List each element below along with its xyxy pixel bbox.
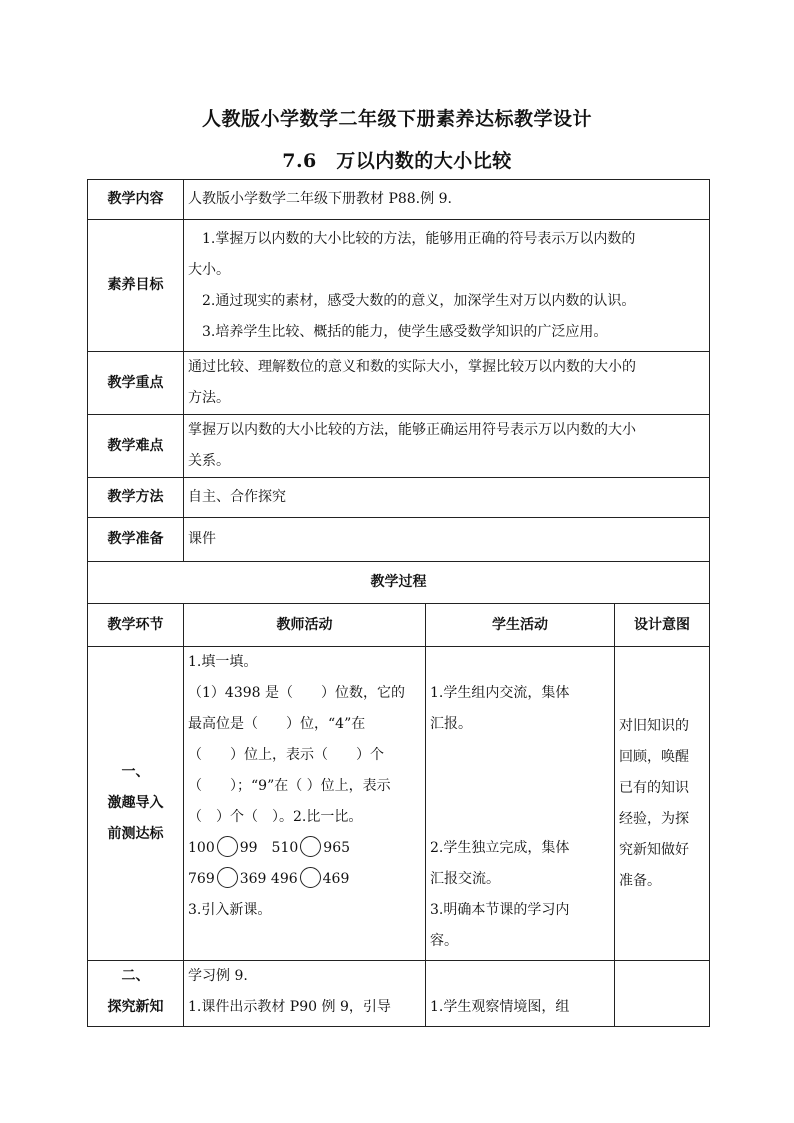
label-method: 教学方法 [88,478,184,518]
text-line: 掌握万以内数的大小比较的方法，能够正确运用符号表示万以内数的大小 [188,422,636,438]
lesson-plan-table [87,179,710,1027]
label-key-points: 教学重点 [88,352,184,415]
col-header-intent: 设计意图 [615,604,710,647]
row-stage-1 [88,647,710,961]
row-preparation [88,518,710,562]
value-preparation: 课件 [184,518,710,562]
text-line: （1）4398 是（ ）位数，它的 [188,685,405,701]
label-goals: 素养目标 [88,220,184,352]
text-line: （ ）个（ ）。2.比一比。 [188,809,363,825]
value-content: 人教版小学数学二年级下册教材 P88.例 9. [184,180,710,220]
process-heading: 教学过程 [88,562,710,604]
stage-name: 激趣导入 [107,795,164,811]
col-header-teacher: 教师活动 [184,604,426,647]
stage-1-label [88,647,184,961]
stage-1-student [426,647,615,961]
number: 369 496 [239,871,298,887]
row-stage-2 [88,961,710,1027]
text-line: 回顾，唤醒 [619,748,689,765]
text-line: 究新知做好 [619,841,689,858]
stage-name: 前测达标 [107,826,164,842]
row-key-points [88,352,710,415]
compare-circle [217,867,238,888]
goal-line: 2.通过现实的素材，感受大数的的意义，加深学生对万以内数的认识。 [202,292,636,309]
text-line: 学习例 9. [188,968,248,984]
number: 769 [188,871,215,887]
text-line: 2.学生独立完成，集体 [430,840,570,856]
text-line: 1.学生观察情境图，组 [430,999,570,1015]
goal-line: 1.掌握万以内数的大小比较的方法，能够用正确的符号表示万以内数的 [202,230,636,247]
text-line: 3.引入新课。 [188,902,272,918]
stage-number: 二、 [121,968,150,984]
compare-line-2 [188,864,421,895]
compare-circle [300,867,321,888]
stage-2-intent [615,961,710,1027]
number: 965 [323,840,351,856]
text-line: 已有的知识 [619,779,689,796]
stage-1-intent [615,647,710,961]
value-key-points [184,352,710,415]
text-line: 3.明确本节课的学习内 [430,902,570,918]
stage-1-teacher [184,647,426,961]
stage-2-student [426,961,615,1027]
text-line: 准备。 [619,872,661,889]
col-header-student: 学生活动 [426,604,615,647]
row-process-heading [88,562,710,604]
col-header-stage: 教学环节 [88,604,184,647]
text-line: 1.填一填。 [188,654,258,670]
number: 469 [322,871,350,887]
stage-number: 一、 [121,764,150,780]
row-difficulties [88,415,710,478]
number: 100 [188,840,215,856]
text-line: （ ）；“9”在（ ）位上，表示 [188,778,391,794]
compare-line-1 [188,833,421,864]
text-line: 对旧知识的 [619,717,689,734]
goal-line: 3.培养学生比较、概括的能力，使学生感受数学知识的广泛应用。 [202,323,608,340]
text-line: 最高位是（ ）位，“4”在 [188,716,366,732]
label-difficulties: 教学难点 [88,415,184,478]
text-line: 1.学生组内交流，集体 [430,685,570,701]
value-goals [184,220,710,352]
value-method: 自主、合作探究 [184,478,710,518]
row-content [88,180,710,220]
goal-line: 大小。 [188,261,230,278]
compare-circle [300,836,321,857]
text-line: 关系。 [188,453,230,469]
stage-2-teacher [184,961,426,1027]
lesson-title: 7.6 万以内数的大小比较 [282,150,512,172]
row-column-headers [88,604,710,647]
text-line: 容。 [430,933,458,949]
stage-name: 探究新知 [107,999,164,1015]
text-line: 汇报。 [430,716,472,732]
document-title: 人教版小学数学二年级下册素养达标教学设计 [201,108,592,130]
value-difficulties [184,415,710,478]
number: 99 510 [239,840,299,856]
stage-2-label [88,961,184,1027]
text-line: 通过比较、理解数位的意义和数的实际大小，掌握比较万以内数的大小的 [188,359,636,375]
text-line: 方法。 [188,390,230,406]
compare-circle [217,836,238,857]
label-content: 教学内容 [88,180,184,220]
label-preparation: 教学准备 [88,518,184,562]
text-line: 经验，为探 [619,810,689,827]
row-method [88,478,710,518]
text-line: 1.课件出示教材 P90 例 9，引导 [188,999,391,1015]
text-line: 汇报交流。 [430,871,500,887]
row-goals [88,220,710,352]
text-line: （ ）位上，表示（ ）个 [188,747,384,763]
